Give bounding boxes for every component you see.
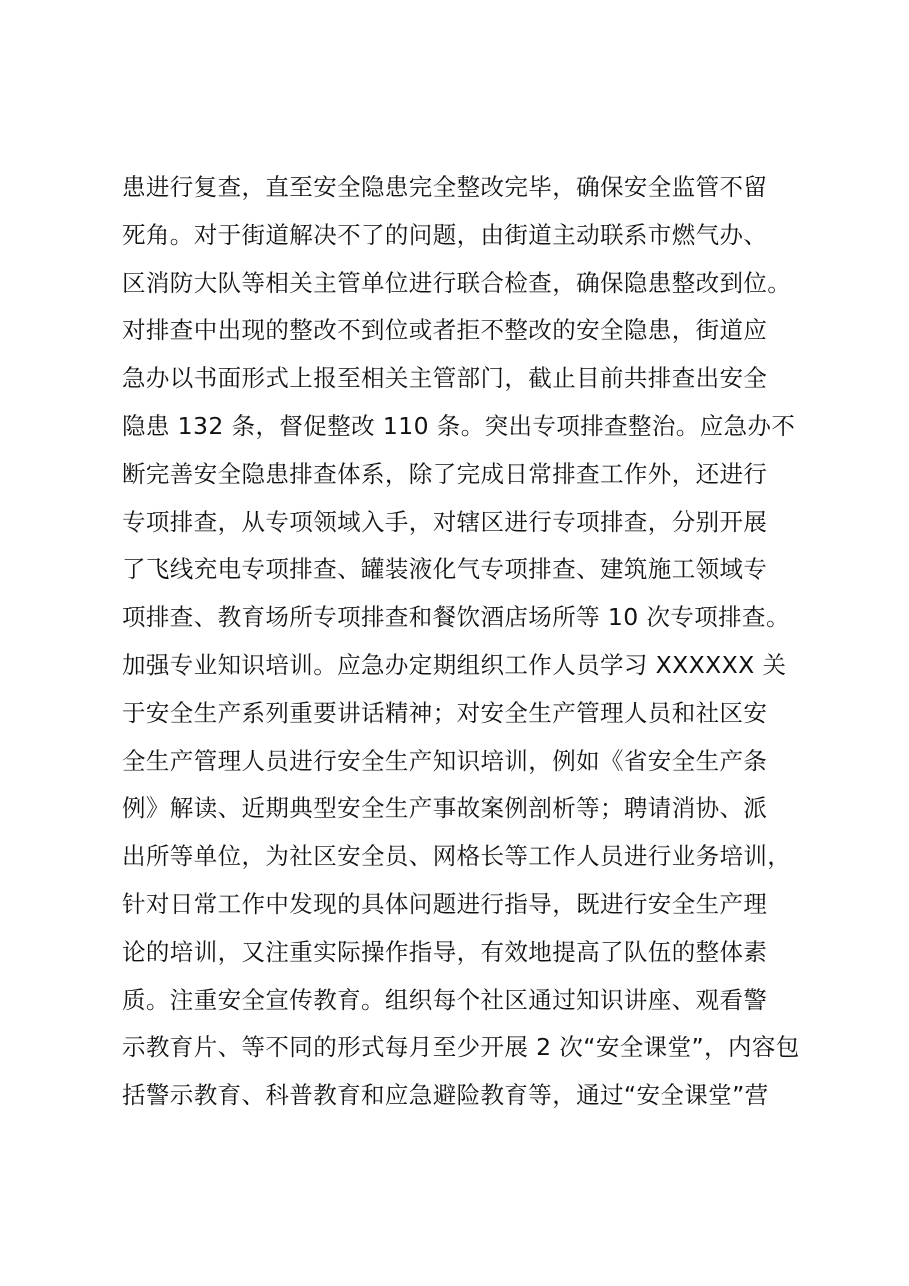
text-line: 于安全生产系列重要讲话精神；对安全生产管理人员和社区安 [122,698,768,727]
text-line: 质。注重安全宣传教育。组织每个社区通过知识讲座、观看警 [122,985,768,1014]
text-line: 死角。对于街道解决不了的问题，由街道主动联系市燃气办、 [122,220,768,249]
text-line: 对排查中出现的整改不到位或者拒不整改的安全隐患，街道应 [122,316,768,345]
body-paragraph [122,164,822,1120]
text-line: 针对日常工作中发现的具体问题进行指导，既进行安全生产理 [122,889,768,918]
text-line: 全生产管理人员进行安全生产知识培训，例如《省安全生产条 [122,746,768,775]
text-line: 区消防大队等相关主管单位进行联合检查，确保隐患整改到位。 [122,268,792,297]
text-line: 例》解读、近期典型安全生产事故案例剖析等；聘请消协、派 [122,794,768,823]
text-line: 括警示教育、科普教育和应急避险教育等，通过“安全课堂”营 [122,1081,769,1110]
text-line: 了飞线充电专项排查、罐装液化气专项排查、建筑施工领域专 [122,555,768,584]
text-line: 加强专业知识培训。应急办定期组织工作人员学习 XXXXXX 关 [122,650,787,679]
text-line: 急办以书面形式上报至相关主管部门，截止目前共排查出安全 [122,364,768,393]
text-line: 示教育片、等不同的形式每月至少开展 2 次“安全课堂”，内容包 [122,1033,800,1062]
text-line: 出所等单位，为社区安全员、网格长等工作人员进行业务培训， [122,842,792,871]
text-line: 专项排查，从专项领域入手，对辖区进行专项排查，分别开展 [122,507,768,536]
text-line: 项排查、教育场所专项排查和餐饮酒店场所等 10 次专项排查。 [122,603,790,632]
text-line: 论的培训，又注重实际操作指导，有效地提高了队伍的整体素 [122,937,768,966]
text-line: 患进行复查，直至安全隐患完全整改完毕，确保安全监管不留 [122,173,768,201]
text-line: 断完善安全隐患排查体系，除了完成日常排查工作外，还进行 [122,459,768,488]
text-line: 隐患 132 条，督促整改 110 条。突出专项排查整治。应急办不 [122,411,796,440]
